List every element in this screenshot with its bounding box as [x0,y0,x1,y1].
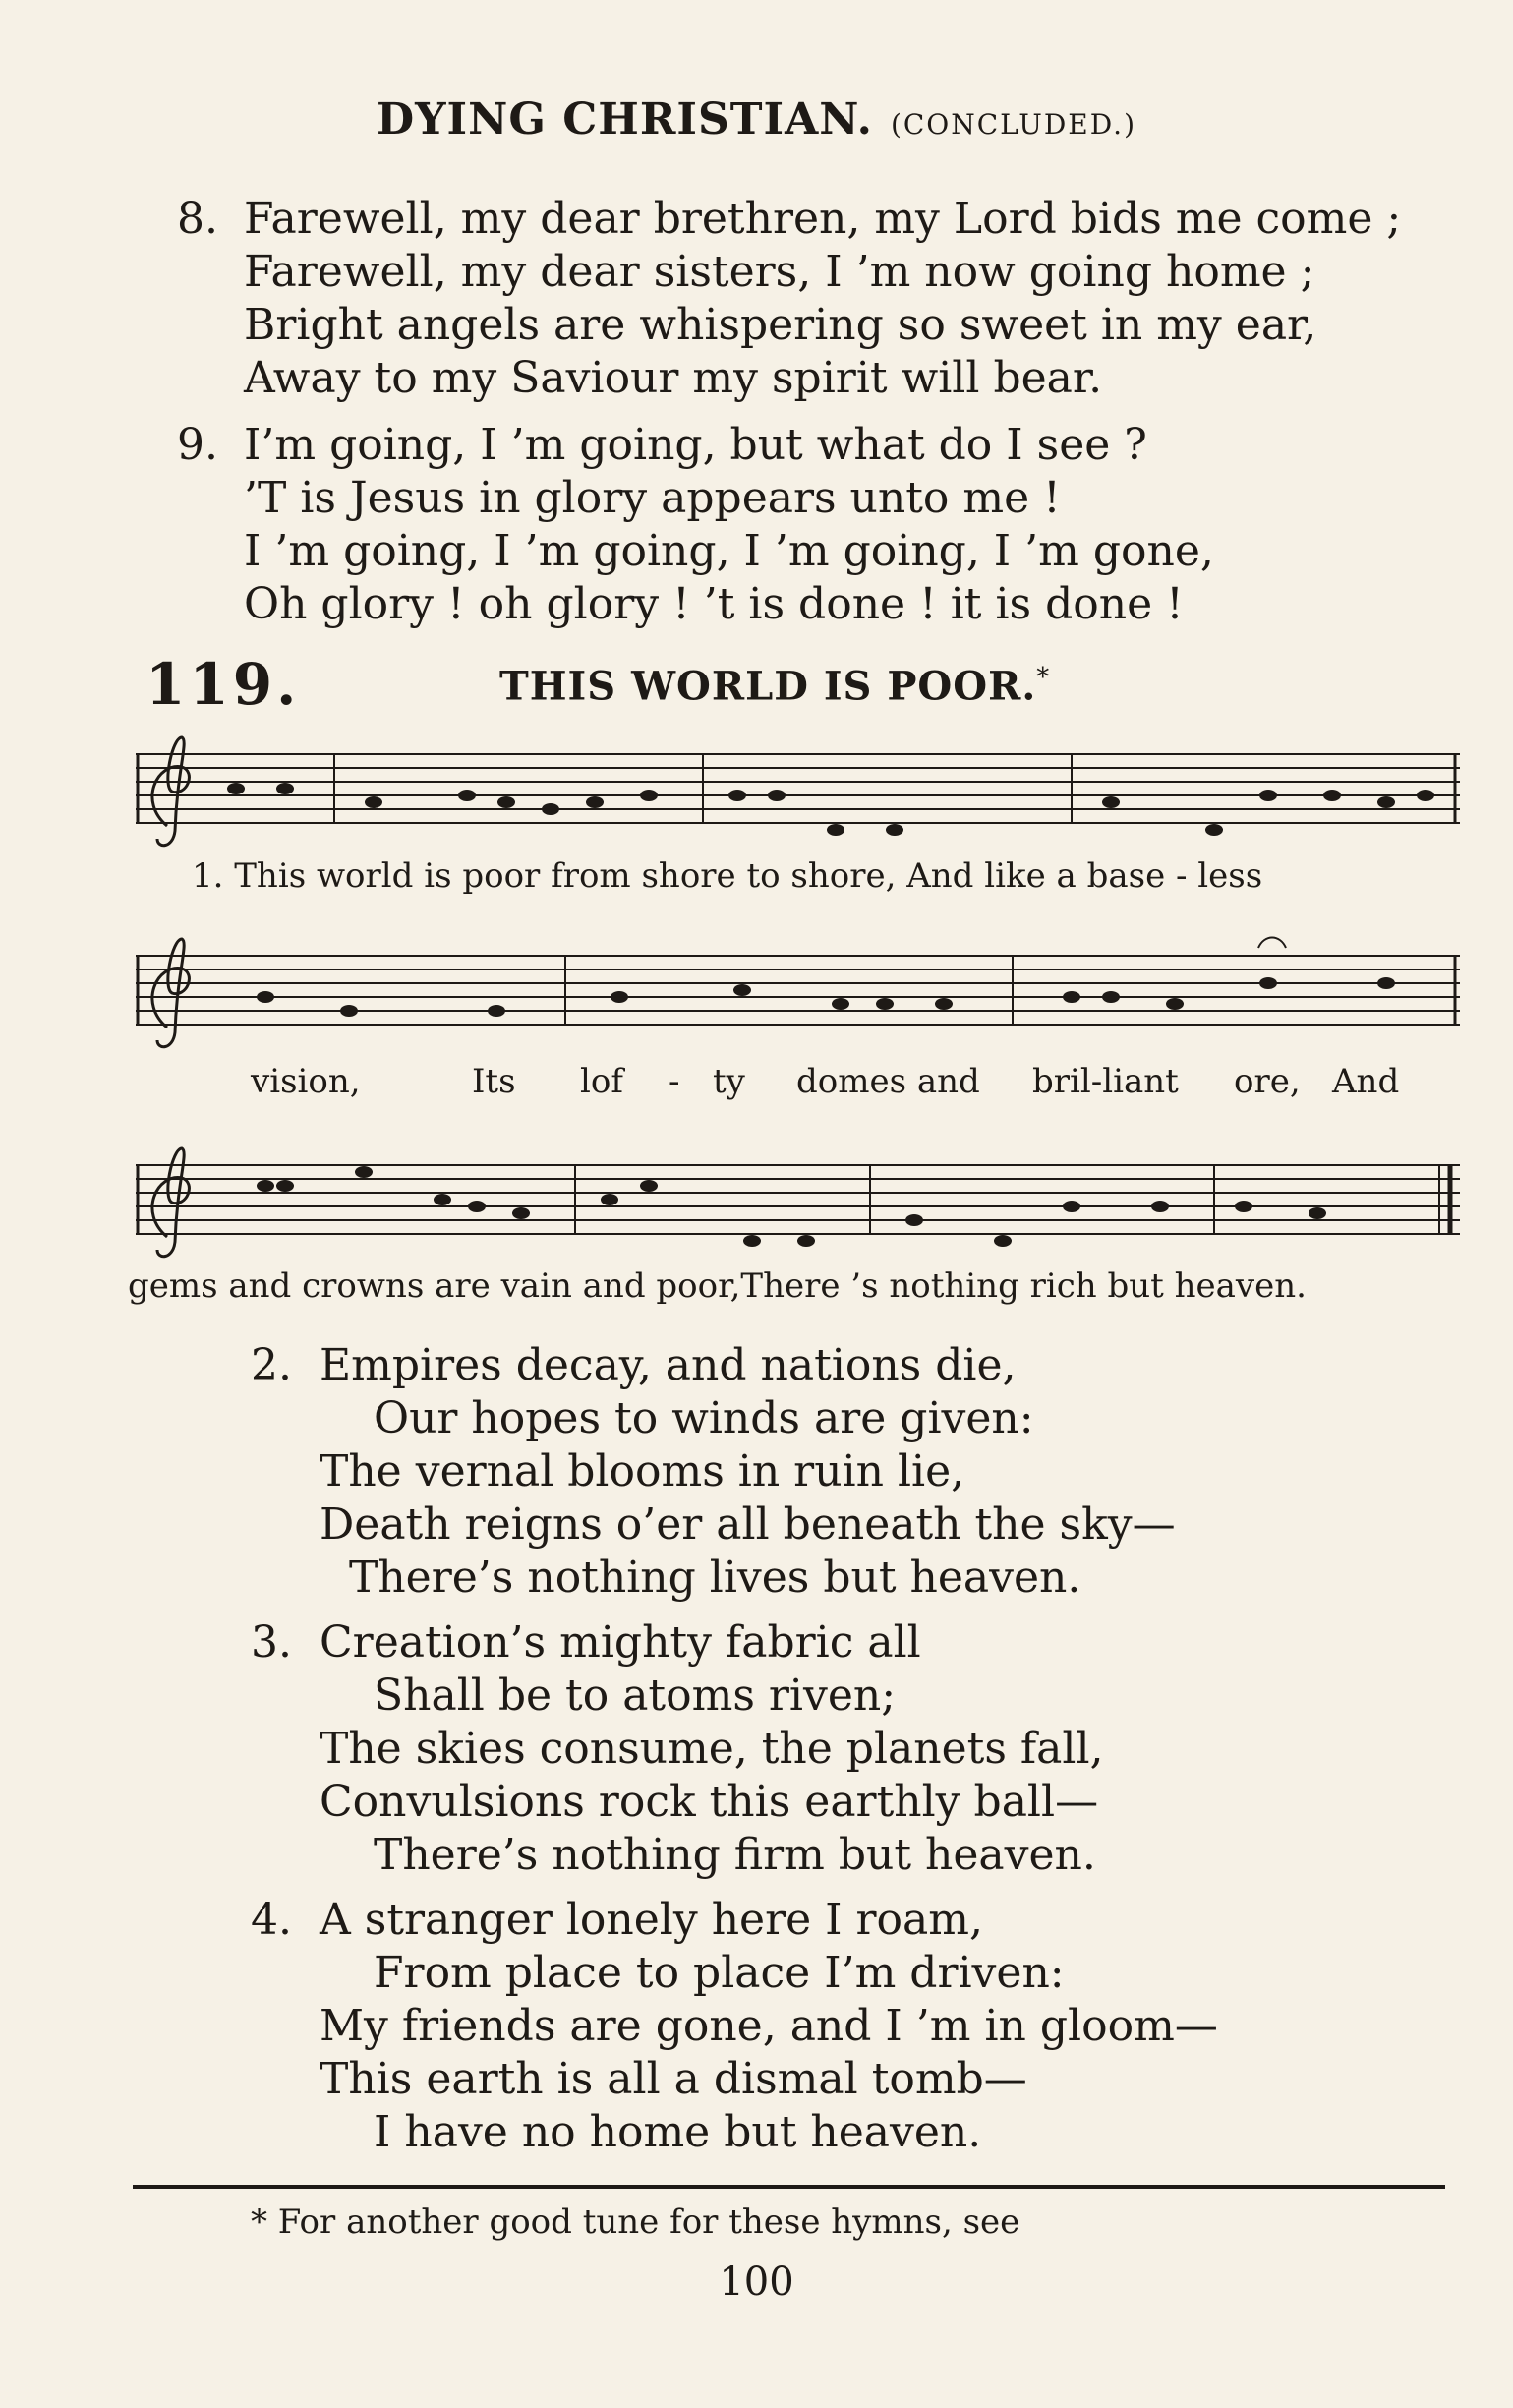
verse-line: Our hopes to winds are given: [374,1393,1034,1443]
staff-notation [128,934,1465,1062]
page-number: 100 [719,2260,794,2305]
staff-notation [128,1144,1465,1271]
music-lyric-syllable: vision, [251,1062,361,1101]
verse-line: My friends are gone, and I ’m in gloom— [320,2001,1218,2051]
verse-number: 4. [251,1895,292,1945]
stanza-line: I’m going, I ’m going, but what do I see ? [244,420,1147,470]
music-lyrics-1: 1. This world is poor from shore to shore, And like a base - less [192,856,1263,896]
verse-3 [251,1616,1104,1882]
verse-line: The vernal blooms in ruin lie, [320,1446,965,1497]
stanza-line: Oh glory ! oh glory ! ’t is done ! it is done ! [244,579,1184,629]
running-head-note: (CONCLUDED.) [890,108,1137,141]
music-staff-2 [128,934,1465,1101]
music-staff-1 [128,733,1465,896]
verse-line: From place to place I’m driven: [374,1948,1065,1998]
stanza-number: 9. [177,420,218,470]
verse-number: 3. [251,1617,292,1668]
music-lyric-syllable: And [1332,1062,1400,1101]
verse-line: Convulsions rock this earthly ball— [320,1777,1099,1827]
footnote-rule [133,2185,1445,2189]
verse-line: A stranger lonely here I roam, [320,1895,983,1945]
stanza-line: Farewell, my dear brethren, my Lord bids me come ; [244,194,1402,244]
verse-line: Creation’s mighty fabric all [320,1617,921,1668]
footnote-mark: * [1036,663,1051,692]
staff-notation [128,733,1465,860]
verse-number: 2. [251,1340,292,1390]
music-lyric-syllable: lof [580,1062,623,1101]
verse-line: There’s nothing lives but heaven. [349,1553,1081,1603]
stanza-line: ’T is Jesus in glory appears unto me ! [244,473,1061,523]
music-staff-3 [128,1144,1465,1306]
stanza-line: I ’m going, I ’m going, I ’m going, I ’m gone, [244,526,1214,576]
hymn-number: 119. [145,651,301,718]
music-lyrics-3: gems and crowns are vain and poor,There ’s nothing rich but heaven. [128,1266,1307,1306]
verse-line: Shall be to atoms riven; [374,1671,897,1721]
verse-line: The skies consume, the planets fall, [320,1724,1104,1774]
stanza-number: 8. [177,194,218,244]
verse-line: There’s nothing firm but heaven. [374,1830,1096,1880]
running-head-title: DYING CHRISTIAN. [376,94,873,145]
verse-line: I have no home but heaven. [374,2107,982,2157]
verse-2 [251,1339,1176,1605]
stanza-line: Away to my Saviour my spirit will bear. [244,353,1103,403]
stanza-8 [177,193,1401,405]
verse-line: Death reigns o’er all beneath the sky— [320,1499,1176,1550]
stanza-line: Bright angels are whispering so sweet in my ear, [244,300,1317,350]
verse-line: This earth is all a dismal tomb— [320,2054,1027,2104]
verse-line: Empires decay, and nations die, [320,1340,1017,1390]
music-lyric-syllable: domes and [796,1062,980,1101]
footnote: * For another good tune for these hymns, see [251,2202,1020,2242]
music-lyric-syllable: ty [713,1062,745,1101]
music-lyric-syllable: Its [472,1062,516,1101]
stanza-line: Farewell, my dear sisters, I ’m now going home ; [244,247,1315,297]
hymn-title-text: THIS WORLD IS POOR. [499,663,1037,710]
hymn-heading [145,651,1424,720]
music-lyric-syllable: ore, [1234,1062,1301,1101]
music-lyric-syllable: bril-liant [1032,1062,1179,1101]
hymn-title [499,663,1050,709]
stanza-9 [177,419,1214,631]
music-lyric-syllable: - [669,1062,680,1101]
verse-4 [251,1894,1218,2159]
running-head [0,94,1513,145]
